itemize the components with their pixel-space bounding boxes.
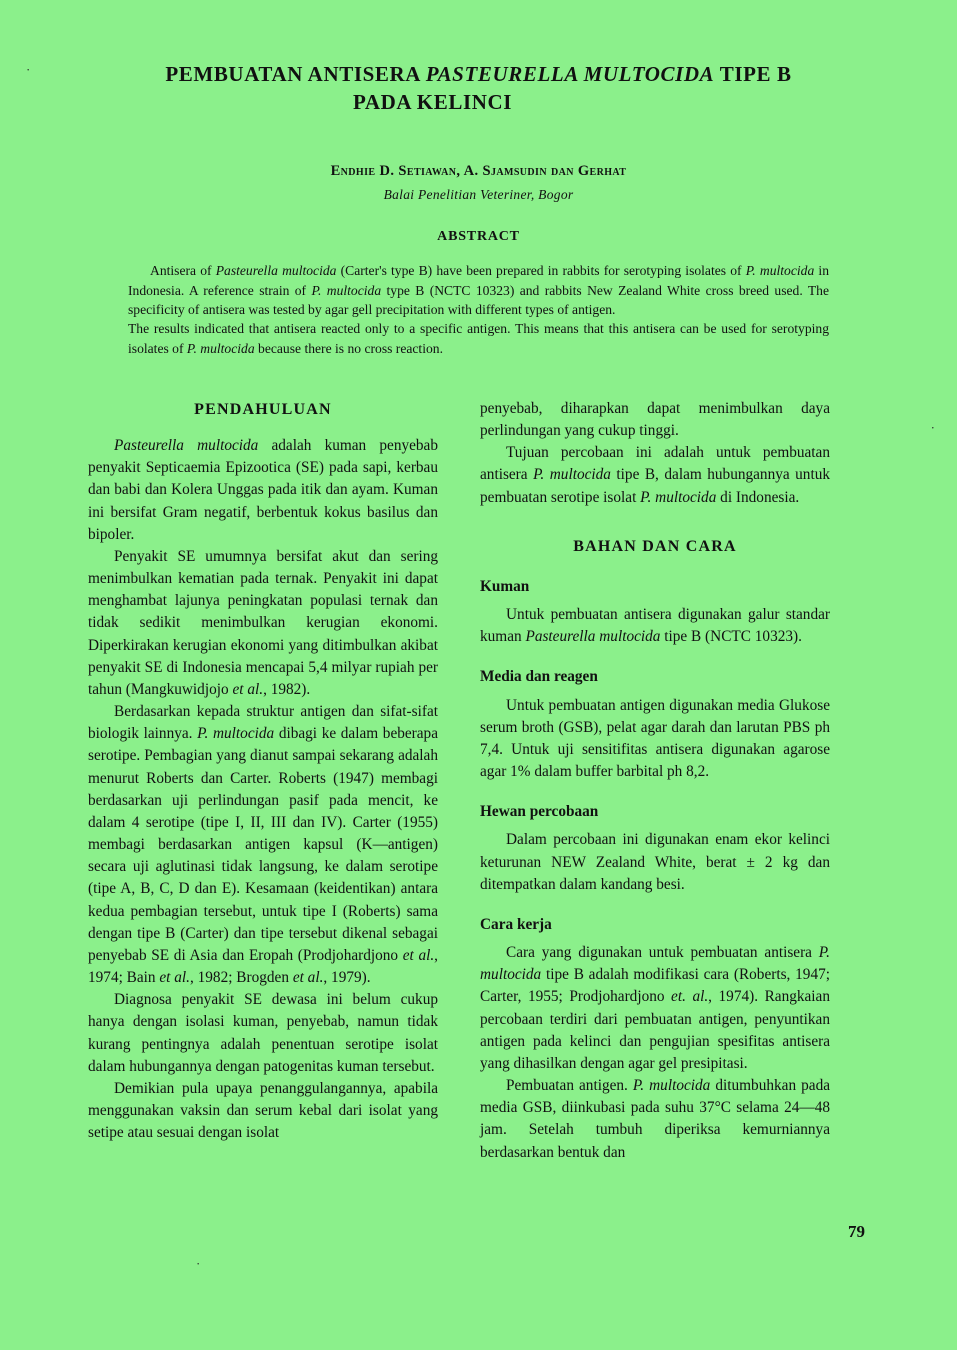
paragraph: Untuk pembuatan antisera digunakan galur standar kuman Pasteurella multocida tipe B (NCTC 10323). [480, 606, 830, 646]
stray-mark: · [196, 1256, 201, 1271]
paragraph: penyebab, diharapkan dapat menimbulkan daya perlindungan yang cukup tinggi. [480, 399, 830, 439]
paragraph: Berdasarkan kepada struktur antigen dan sifat-sifat biologik lainnya. P. multocida dibagi ke dalam beberapa serotipe. Pembagian yang dianut sampai sekarang adalah menurut Roberts dan Carter. Roberts (1947) membagi berdasarkan uji perlindungan pasif pada mencit, ke dalam 4 serotipe (tipe I, II, III dan IV). Carter (1955) membagi berdasarkan antigen kapsul (K—antigen) secara uji aglutinasi tidak langsung, ke dalam serotipe (tipe A, B, C, D dan E). Kesamaan (keidentikan) antara kedua pembagian tersebut, untuk tipe I (Roberts) sama dengan tipe B (Carter) dan tipe tersebut dikenal sebagai penyebab SE di Asia dan Eropah (Prodjohardjono et al., 1974; Bain et al., 1982; Brogden et al., 1979). [88, 703, 439, 987]
title-species-name: PASTEURELLA MULTOCIDA [425, 62, 715, 86]
paragraph: Demikian pula upaya penanggulangannya, apabila menggunakan vaksin dan serum kebal dari isolat yang setipe atau sesuai dengan isolat [88, 1080, 438, 1142]
subsection-heading-hewan-percobaan: Hewan percobaan [480, 803, 599, 821]
subsection-heading-cara-kerja: Cara kerja [480, 915, 552, 933]
left-column [88, 398, 438, 1164]
right-column [480, 398, 830, 1164]
authors: Endhie D. Setiawan, A. Sjamsudin dan Gerhat [330, 163, 627, 180]
paragraph: Tujuan percobaan ini adalah untuk pembuatan antisera P. multocida tipe B, dalam hubungannya untuk pembuatan serotipe isolat P. multocida di Indonesia. [480, 444, 830, 506]
abstract-paragraph-2: The results indicated that antisera reacted only to a specific antigen. This means that this antisera can be used for serotyping isolates of P. multocida because there is no cross reaction. [128, 321, 829, 356]
title-part-1: PEMBUATAN ANTISERA [165, 62, 426, 86]
abstract-paragraph-1: Antisera of Pasteurella multocida (Carter's type B) have been prepared in rabbits for serotyping isolates of P. multocida in Indonesia. A reference strain of P. multocida type B (NCTC 10323) and rabbits New Zealand White cross breed used. The specificity of antisera was tested by agar gell precipitation with different types of antigen. [128, 263, 830, 317]
subsection-heading-kuman: Kuman [480, 577, 530, 595]
page-number: 79 [848, 1222, 865, 1241]
abstract-heading: ABSTRACT [437, 229, 520, 245]
abstract-body [128, 261, 829, 357]
body-columns [88, 398, 869, 1164]
paragraph: Pasteurella multocida adalah kuman penyebab penyakit Septicaemia Epizootica (SE) pada sapi, kerbau dan babi dan Kolera Unggas pada itik dan ayam. Kuman ini bersifat Gram negatif, berbentuk kokus basilus dan bipoler. [88, 437, 438, 543]
page-title-line-2: PADA KELINCI [352, 90, 513, 115]
stray-mark: · [930, 420, 935, 435]
paragraph: Untuk pembuatan antigen digunakan media Glukose serum broth (GSB), pelat agar darah dan larutan PBS ph 7,4. Untuk uji sensitifitas antisera digunakan agarose agar 1% dalam buffer barbital ph 8,2. [480, 696, 830, 781]
paragraph: Dalam percobaan ini digunakan enam ekor kelinci keturunan NEW Zealand White, berat ± 2 kg dan ditempatkan dalam kandang besi. [480, 831, 830, 893]
title-part-3: TIPE B [714, 62, 792, 86]
stray-mark: · [26, 62, 31, 77]
affiliation: Balai Penelitian Veteriner, Bogor [383, 187, 574, 203]
paragraph: Penyakit SE umumnya bersifat akut dan sering menimbulkan kematian pada ternak. Penyakit ini dapat menghambat lajunya peningkatan populasi ternak dan tidak sedikit menimbulkan kerugian ekonomi. Diperkirakan kerugian ekonomi yang ditimbulkan akibat penyakit SE di Indonesia mencapai 5,4 milyar rupiah per tahun (Mangkuwidjojo et al., 1982). [88, 547, 438, 698]
section-heading-pendahuluan: PENDAHULUAN [194, 400, 332, 418]
paragraph: Cara yang digunakan untuk pembuatan antisera P. multocida tipe B adalah modifikasi cara (Roberts, 1947; Carter, 1955; Prodjohardjono et. al., 1974). Rangkaian percobaan terdiri dari pembuatan antigen, penyuntikan antigen pada kelinci dan pengujian spesifitas antisera yang dihasilkan dengan agar gel presipitasi. [480, 944, 830, 1072]
subsection-heading-media-dan-reagen: Media dan reagen [480, 668, 598, 686]
paragraph: Diagnosa penyakit SE dewasa ini belum cukup hanya dengan isolasi kuman, penyebab, namun tidak kurang pentingnya adalah penentuan serotipe isolat dalam hubungannya dengan patogenitas kuman tersebut. [88, 991, 438, 1075]
paragraph: Pembuatan antigen. P. multocida ditumbuhkan pada media GSB, diinkubasi pada suhu 37°C selama 24—48 jam. Setelah tumbuh diperiksa kemurniannya berdasarkan bentuk dan [480, 1077, 831, 1161]
section-heading-bahan-dan-cara: BAHAN DAN CARA [573, 537, 737, 555]
page-title [88, 60, 869, 88]
